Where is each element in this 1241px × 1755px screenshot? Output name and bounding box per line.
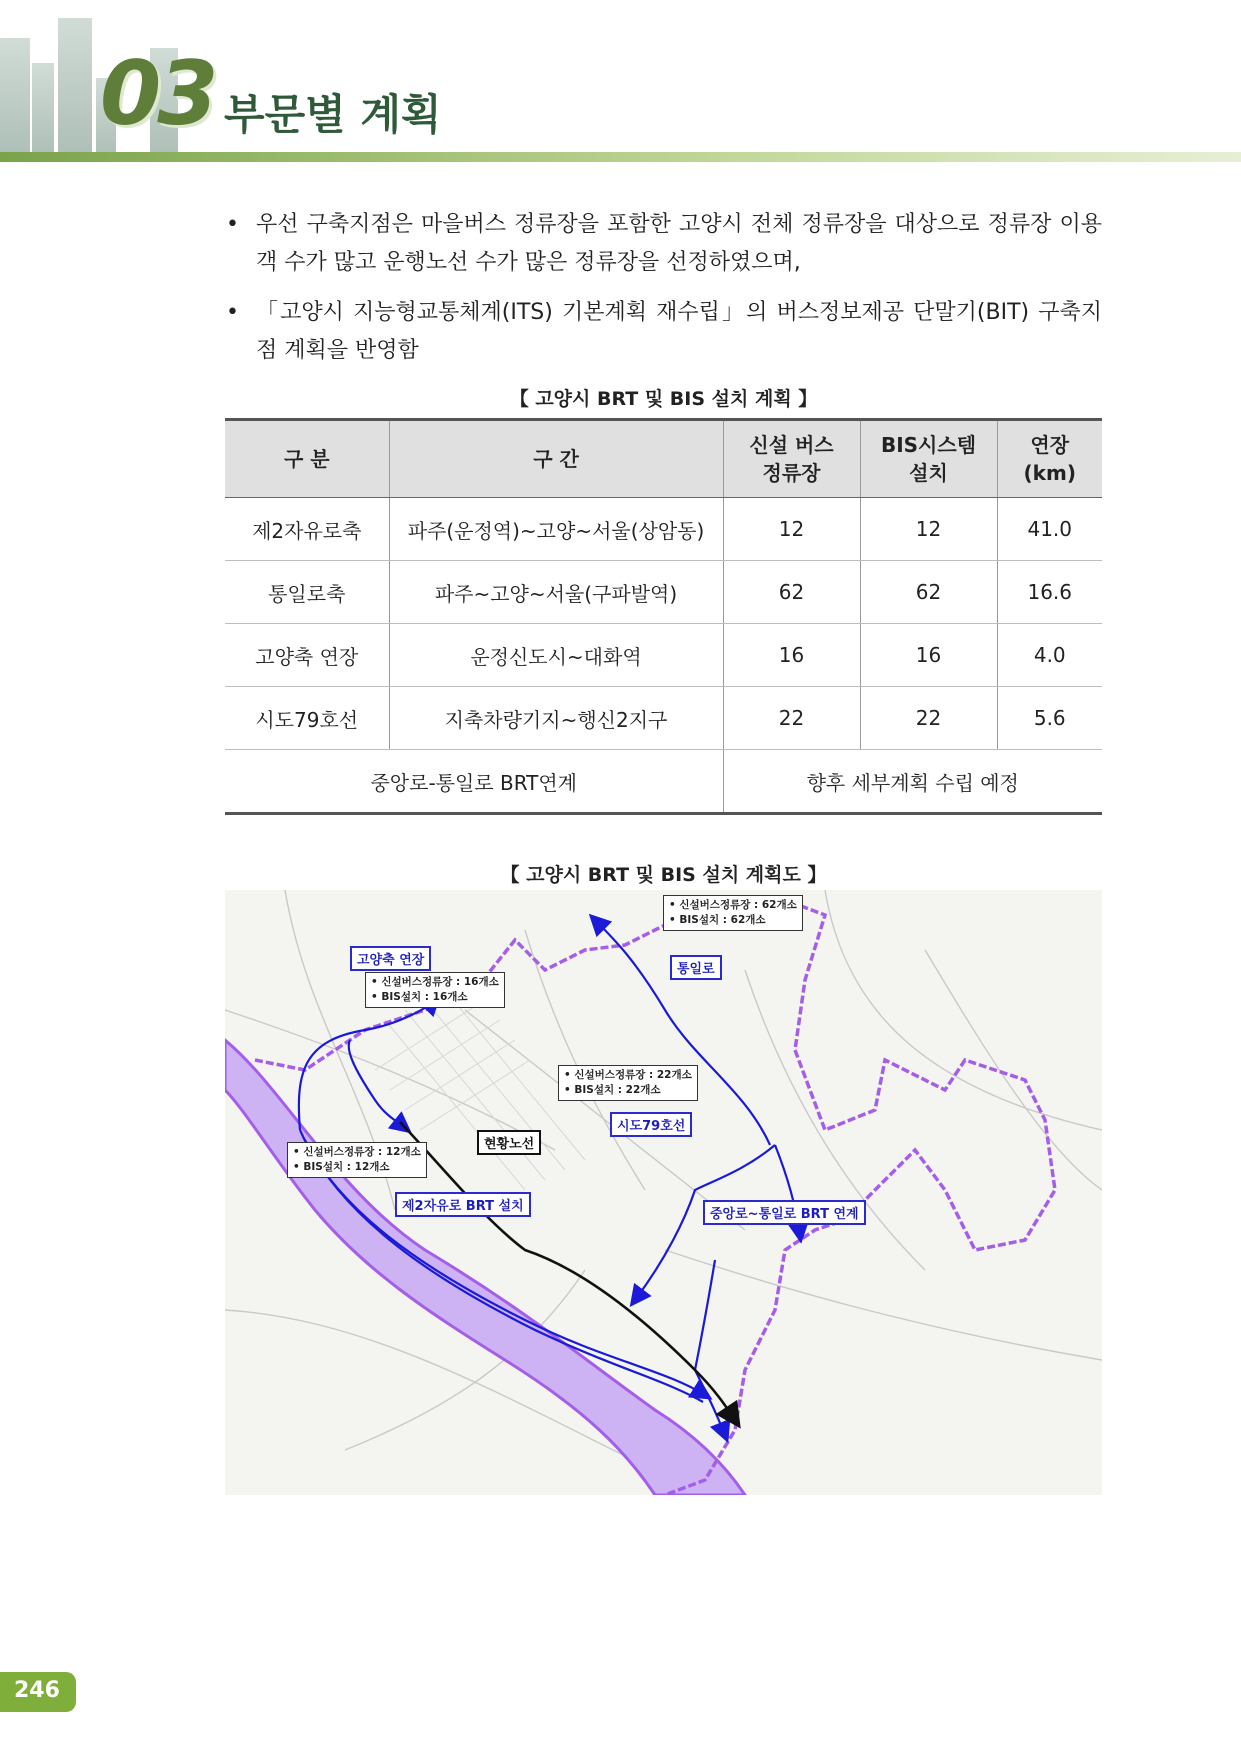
table-cell: 16 (723, 624, 860, 687)
bullet-text: 우선 구축지점은 마을버스 정류장을 포함한 고양시 전체 정류장을 대상으로 정류장 이용객 수가 많고 운행노선 수가 많은 정류장을 선정하였으며, (256, 212, 1102, 275)
table-cell: 4.0 (997, 624, 1102, 687)
table-cell: 12 (723, 498, 860, 561)
table-cell: 62 (860, 561, 997, 624)
table-cell: 16 (860, 624, 997, 687)
table-cell: 중앙로-통일로 BRT연계 (225, 750, 723, 814)
bullet-dot: • (226, 300, 239, 325)
table-footer-row (225, 750, 1102, 814)
building-graphic (32, 63, 54, 158)
river (225, 1040, 745, 1495)
chapter-title: 부문별 계획 (224, 90, 442, 139)
header-cell: 연장 (km) (997, 420, 1102, 498)
label-jayuro2: 제2자유로 BRT 설치 (395, 1192, 531, 1217)
map-graphic (225, 890, 1102, 1495)
info-line: • BIS설치 : 62개소 (669, 914, 766, 926)
info-line: • 신설버스정류장 : 22개소 (564, 1069, 692, 1081)
table-cell: 16.6 (997, 561, 1102, 624)
table-cell: 파주~고양~서울(구파발역) (389, 561, 723, 624)
info-line: • BIS설치 : 16개소 (371, 991, 468, 1003)
table-row (225, 561, 1102, 624)
info-box-jayuro2 (287, 1142, 427, 1178)
table-header-row (225, 420, 1102, 498)
table-cell: 파주(운정역)~고양~서울(상암동) (389, 498, 723, 561)
info-box-sido79 (558, 1065, 698, 1101)
label-sido79: 시도79호선 (610, 1112, 692, 1137)
info-line: • BIS설치 : 12개소 (293, 1161, 390, 1173)
table-cell: 시도79호선 (225, 687, 389, 750)
info-box-tongil (663, 895, 803, 931)
label-jungang: 중앙로~통일로 BRT 연계 (703, 1200, 866, 1225)
chapter-header (0, 0, 1241, 170)
table-cell: 22 (860, 687, 997, 750)
table-cell: 5.6 (997, 687, 1102, 750)
info-box-goyang-ext (365, 972, 505, 1008)
table-cell: 운정신도시~대화역 (389, 624, 723, 687)
building-graphic (0, 38, 30, 158)
table-row (225, 498, 1102, 561)
bullet-dot: • (226, 212, 239, 237)
label-current-route: 현황노선 (477, 1130, 541, 1155)
info-line: • BIS설치 : 22개소 (564, 1084, 661, 1096)
route-map (225, 890, 1102, 1495)
bullet-text: 「고양시 지능형교통체계(ITS) 기본계획 재수립」의 버스정보제공 단말기(BIT) 구축지점 계획을 반영함 (256, 300, 1102, 363)
table-cell: 지축차량기지~행신2지구 (389, 687, 723, 750)
table-cell: 62 (723, 561, 860, 624)
info-line: • 신설버스정류장 : 62개소 (669, 899, 797, 911)
chapter-number: 03 (100, 42, 215, 145)
table-cell: 41.0 (997, 498, 1102, 561)
map-caption: 【 고양시 BRT 및 BIS 설치 계획도 】 (500, 864, 827, 886)
table-cell: 22 (723, 687, 860, 750)
table-cell: 통일로축 (225, 561, 389, 624)
body-text (222, 206, 1102, 382)
info-line: • 신설버스정류장 : 12개소 (293, 1146, 421, 1158)
table-cell: 향후 세부계획 수립 예정 (723, 750, 1102, 814)
table-row (225, 624, 1102, 687)
header-cell: BIS시스템 설치 (860, 420, 997, 498)
table-caption: 【 고양시 BRT 및 BIS 설치 계획 】 (509, 388, 818, 410)
info-line: • 신설버스정류장 : 16개소 (371, 976, 499, 988)
bullet-item (222, 206, 1102, 282)
header-cell: 신설 버스정류장 (723, 420, 860, 498)
page-number: 246 (14, 1678, 60, 1703)
table-cell: 12 (860, 498, 997, 561)
plan-table (225, 418, 1102, 815)
label-goyang-ext: 고양축 연장 (350, 946, 431, 971)
table-cell: 고양축 연장 (225, 624, 389, 687)
header-cell: 구 분 (225, 420, 389, 498)
table-row (225, 687, 1102, 750)
table-cell: 제2자유로축 (225, 498, 389, 561)
building-graphic (58, 18, 92, 158)
header-cell: 구 간 (389, 420, 723, 498)
header-divider (0, 152, 1241, 162)
label-tongil: 통일로 (670, 955, 722, 980)
bullet-item (222, 294, 1102, 370)
